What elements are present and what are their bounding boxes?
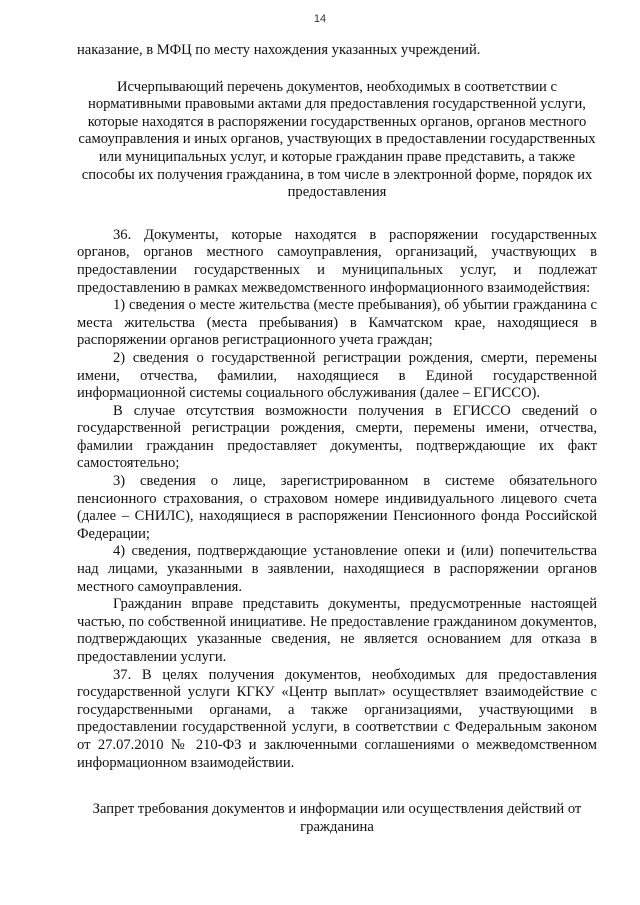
list-item-3: 3) сведения о лице, зарегистрированном в системе обязательного пенсионного страхования, о страховом номере индивидуального лицевого счета (далее – СНИЛС), находящиеся в распоряжении Пенсионного фонда Российской Федерации;	[77, 473, 597, 542]
paragraph-egisso-note: В случае отсутствия возможности получения в ЕГИССО сведений о государственной регистрации рождения, смерти, перемены имени, отчества, фамилии гражданин предоставляет документы, подтверждающие их факт самостоятельно;	[77, 402, 597, 472]
document-body	[77, 42, 597, 836]
intro-line: наказание, в МФЦ по месту нахождения указанных учреждений.	[77, 42, 481, 58]
section-heading-prohibition: Запрет требования документов и информации или осуществления действий от гражданина	[92, 801, 582, 835]
list-item-4: 4) сведения, подтверждающие установление опеки и (или) попечительства над лицами, указанными в заявлении, находящиеся в распоряжении органов местного самоуправления.	[77, 543, 597, 595]
list-item-1: 1) сведения о месте жительства (месте пребывания), об убытии гражданина с места жительства (места пребывания) в Камчатском крае, находящиеся в распоряжении органов регистрационного учета граждан;	[77, 297, 597, 349]
paragraph-37: 37. В целях получения документов, необходимых для предоставления государственной услуги КГКУ «Центр выплат» осуществляет взаимодействие с государственными органами, а также организациями, участвующими в предоставлении государственной услуги, в соответствии с Федеральным законом от 27.07.2010 № 210-ФЗ и заключенными соглашениями о межведомственном информационном взаимодействии.	[77, 666, 597, 771]
paragraph-36: 36. Документы, которые находятся в распоряжении государственных органов, органов местного самоуправления, организаций, участвующих в предоставлении государственных и муниципальных услуг, и подлежат предоставлению в рамках межведомственного информационного взаимодействия:	[77, 226, 597, 296]
page-number: 14	[313, 13, 327, 25]
section-heading-documents: Исчерпывающий перечень документов, необходимых в соответствии с нормативными правовыми актами для предоставления государственной услуги, которые находятся в распоряжении государственных органов, органов местного самоуправления и иных органов, участвующих в предоставлении государственных или муниципальных услуг, и которые гражданин праве представить, а также способы их получения гражданина, в том числе в электронной форме, порядок их предоставления	[78, 78, 596, 201]
list-item-2: 2) сведения о государственной регистрации рождения, смерти, перемены имени, отчества, фамилии, находящиеся в Единой государственной информационной системы социального обслуживания (далее – ЕГИССО).	[77, 349, 597, 402]
paragraph-own-initiative: Гражданин вправе представить документы, предусмотренные настоящей частью, по собственной инициативе. Не предоставление гражданином документов, подтверждающих указанные сведения, не является основанием для отказа в предоставлении услуги.	[77, 596, 597, 665]
